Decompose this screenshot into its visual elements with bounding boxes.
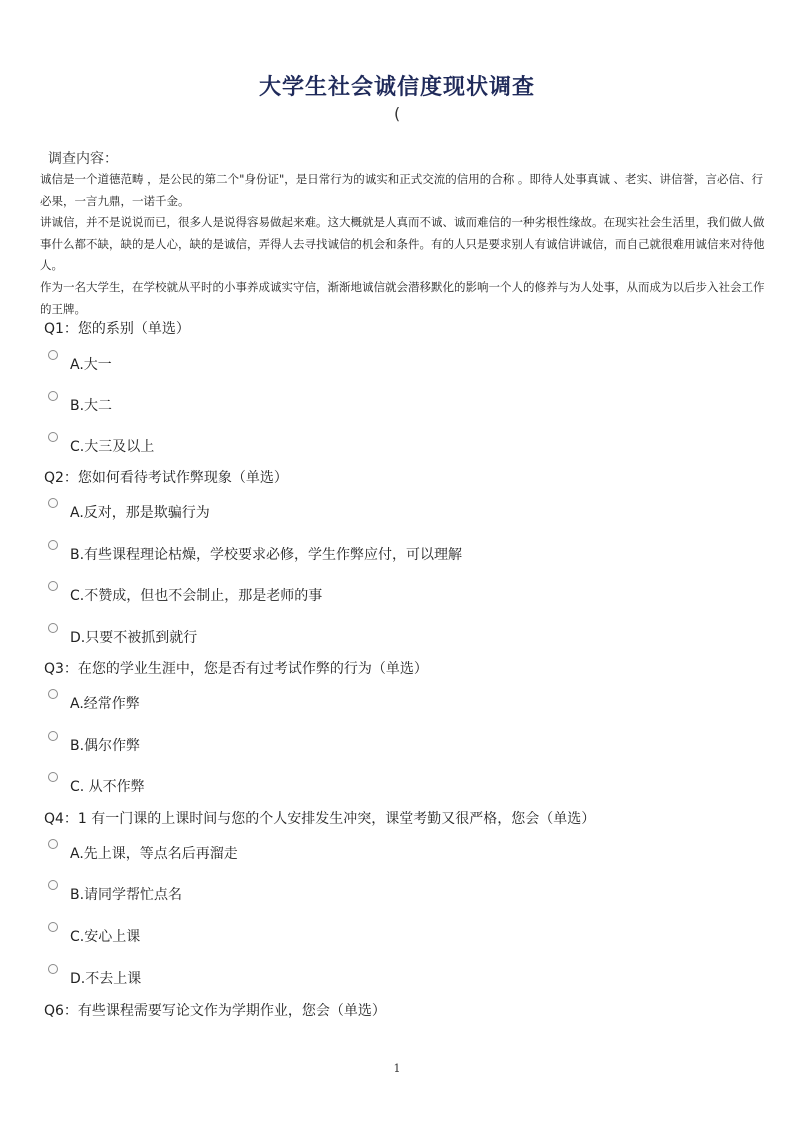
page-number: 1 <box>393 1062 401 1075</box>
radio-button[interactable] <box>48 498 58 508</box>
q3-option-a[interactable] <box>48 691 140 715</box>
question-6-label: Q6：有些课程需要写论文作为学期作业，您会（单选） <box>44 1003 386 1019</box>
radio-button[interactable] <box>48 689 58 699</box>
option-label: D.不去上课 <box>70 971 142 987</box>
q3-option-c[interactable] <box>48 774 145 798</box>
option-label: C.大三及以上 <box>70 439 155 455</box>
radio-button[interactable] <box>48 880 58 890</box>
subtitle: ( <box>394 104 401 123</box>
radio-button[interactable] <box>48 922 58 932</box>
radio-button[interactable] <box>48 540 58 550</box>
option-label: B.偶尔作弊 <box>70 738 141 754</box>
radio-button[interactable] <box>48 964 58 974</box>
option-label: A.先上课，等点名后再溜走 <box>70 846 238 862</box>
option-label: B.请同学帮忙点名 <box>70 887 183 903</box>
radio-button[interactable] <box>48 623 58 633</box>
option-label: B.大二 <box>70 398 113 414</box>
content-label: 调查内容： <box>48 151 118 167</box>
option-label: C. 从不作弊 <box>70 779 145 795</box>
q2-option-c[interactable] <box>48 583 322 607</box>
q1-option-a[interactable] <box>48 352 112 376</box>
radio-button[interactable] <box>48 731 58 741</box>
q4-option-b[interactable] <box>48 882 182 906</box>
option-label: A.经常作弊 <box>70 696 140 712</box>
q4-option-d[interactable] <box>48 966 141 990</box>
radio-button[interactable] <box>48 350 58 360</box>
intro-paragraph-2: 讲诚信，并不是说说而已，很多人是说得容易做起来难。这大概就是人真而不诚、诚而难信的一种劣根性缘故。在现实社会生活里，我们做人做事什么都不缺，缺的是人心，缺的是诚信，弄得人去寻找诚信的机会和条件。有的人只是要求别人有诚信讲诚信，而自己就很难用诚信来对待他人。 <box>40 215 765 272</box>
q1-option-b[interactable] <box>48 393 112 417</box>
option-label: A.大一 <box>70 357 112 373</box>
option-label: D.只要不被抓到就行 <box>70 630 198 646</box>
q4-option-c[interactable] <box>48 924 140 948</box>
radio-button[interactable] <box>48 432 58 442</box>
question-3-label: Q3：在您的学业生涯中，您是否有过考试作弊的行为（单选） <box>44 661 428 677</box>
intro-paragraph-3: 作为一名大学生，在学校就从平时的小事养成诚实守信，渐渐地诚信就会潜移默化的影响一个人的修养与为人处事，从而成为以后步入社会工作的王牌。 <box>40 280 765 316</box>
page-title: 大学生社会诚信度现状调查 <box>258 74 535 100</box>
radio-button[interactable] <box>48 581 58 591</box>
option-label: B.有些课程理论枯燥，学校要求必修，学生作弊应付，可以理解 <box>70 547 463 563</box>
radio-button[interactable] <box>48 839 58 849</box>
option-label: C.安心上课 <box>70 929 141 945</box>
question-4-label: Q4：1 有一门课的上课时间与您的个人安排发生冲突，课堂考勤又很严格，您会（单选） <box>44 811 596 827</box>
q3-option-b[interactable] <box>48 733 140 757</box>
radio-button[interactable] <box>48 772 58 782</box>
q4-option-a[interactable] <box>48 841 238 865</box>
radio-button[interactable] <box>48 391 58 401</box>
q2-option-b[interactable] <box>48 542 462 566</box>
option-label: C.不赞成，但也不会制止，那是老师的事 <box>70 588 323 604</box>
q2-option-a[interactable] <box>48 500 210 524</box>
q2-option-d[interactable] <box>48 625 197 649</box>
question-2-label: Q2：您如何看待考试作弊现象（单选） <box>44 470 288 486</box>
intro-paragraph-1: 诚信是一个道德范畴 ，是公民的第二个"身份证"，是日常行为的诚实和正式交流的信用的合称 。即待人处事真诚 、老实、讲信誉，言必信、行必果，一言九鼎，一诺千金。 <box>40 172 764 208</box>
q1-option-c[interactable] <box>48 434 154 458</box>
option-label: A.反对，那是欺骗行为 <box>70 505 210 521</box>
question-1-label: Q1：您的系别（单选） <box>44 321 190 337</box>
